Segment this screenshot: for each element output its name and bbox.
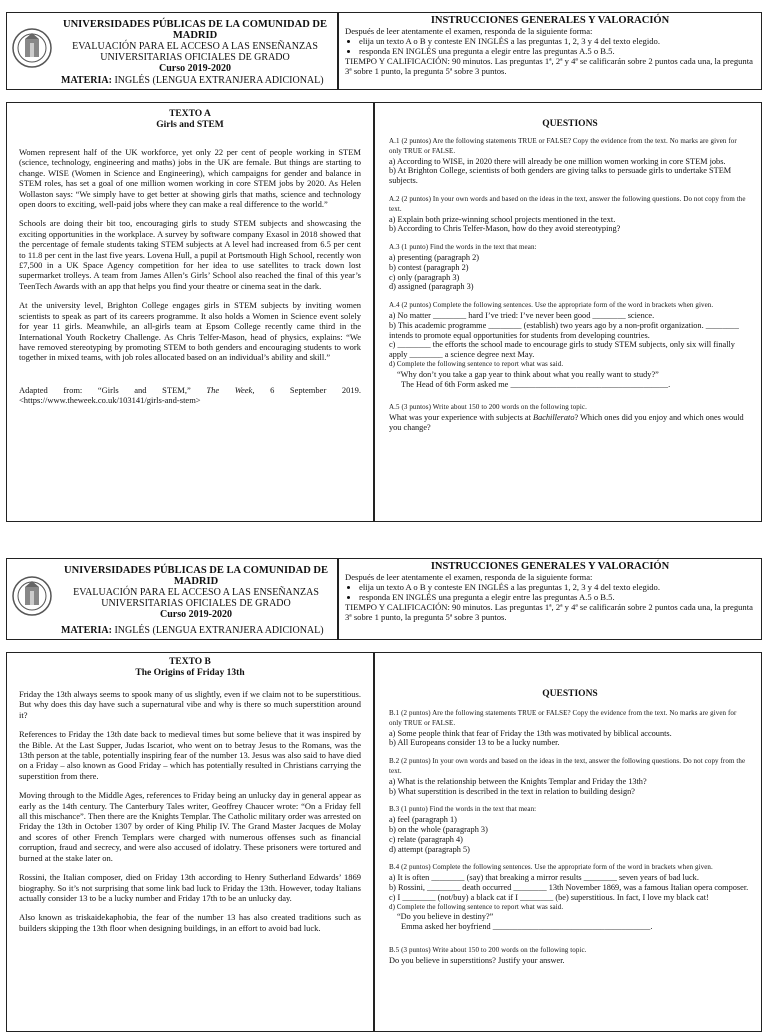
exam-a-text-box bbox=[6, 102, 374, 522]
instructions-time: TIEMPO Y CALIFICACIÓN: 90 minutos. Las preguntas 1ª, 2ª y 4ª se calificarán sobre 2 puntos cada una, la pregunta 3ª sobre 1 punto, la pregunta 5ª sobre 3 puntos. bbox=[345, 56, 753, 76]
question-4d-quote: “Why don’t you take a gap year to think about what you really want to study?” bbox=[397, 369, 659, 379]
question-3-instruction: A.3 (1 punto) Find the words in the text that mean: bbox=[389, 243, 537, 252]
text-label: TEXTO B bbox=[169, 657, 211, 667]
exam-b-text-box bbox=[6, 652, 374, 1032]
question-5-instruction: A.5 (3 puntos) Write about 150 to 200 words on the following topic. bbox=[389, 403, 587, 412]
instructions-bullet-2: • responda EN INGLÉS una pregunta a elegir entre las preguntas A.5 o B.5. bbox=[359, 592, 755, 602]
text-paragraph: Friday the 13th always seems to spook many of us slightly, even if we claim not to be superstitious. But why does this day have such a supernatural vibe and why is there so much superstition around it? bbox=[19, 689, 361, 720]
university-crest-icon bbox=[11, 21, 53, 75]
question-3-item: c) relate (paragraph 4) bbox=[389, 834, 463, 844]
text-paragraph: Schools are doing their bit too, encouraging girls to study STEM subjects and showcasing the exciting opportunities in the workplace. A survey by software company Exasol in 2018 showed that the percentage of female students taking STEM subjects at A level had increased from 6.5 per cent to 11.8 per cent in the last five years. Lovena Hull, a pupil at Portsmouth High School, recently won £7,500 in a UK Space Agency competition for her idea to use satellites to track down lost supermarket trolleys. A team from James Allen’s Girls’ School also reached the final of this year’s TeenTech Awards with an app that helps you find your theatre or cinema seat in the dark. bbox=[19, 218, 361, 291]
instructions-title: INSTRUCCIONES GENERALES Y VALORACIÓN bbox=[430, 561, 670, 572]
text-paragraph: Moving through to the Middle Ages, references to Friday being an unlucky day in general appear as early as the 14th century. The Canterbury Tales writer, Geoffrey Chaucer wrote: “On a Friday fell all this mischance”. Then there are the Knights Templar. The Catholic military order was arrested on Friday the 13th in October 1307 by order of King Philip IV. The Grand Master Jacques de Molay and scores of other French Templars were charged with numerous offenses such as financial corruption, fraud and secrecy, and were also accused of idolatry. These prisoners were tortured and burned at the stake later on. bbox=[19, 790, 361, 863]
question-4d-report: The Head of 6th Form asked me ______________________________________. bbox=[401, 379, 671, 389]
question-4d-report: Emma asked her boyfriend ______________________________________. bbox=[401, 922, 653, 932]
question-1b: b) All Europeans consider 13 to be a lucky number. bbox=[389, 738, 560, 748]
question-2-instruction: A.2 (2 puntos) In your own words and based on the ideas in the text, answer the following questions. Do not copy from the text. bbox=[389, 194, 746, 213]
header-line-1: EVALUACIÓN PARA EL ACCESO A LAS ENSEÑANZAS bbox=[72, 41, 318, 52]
question-2a: a) Explain both prize-winning school projects mentioned in the text. bbox=[389, 214, 616, 224]
exam-a-instructions-box bbox=[338, 12, 762, 90]
question-1a: a) According to WISE, in 2020 there will already be one million women working in core STEM jobs. bbox=[389, 156, 726, 166]
text-label: TEXTO A bbox=[169, 109, 211, 119]
question-5-topic: What was your experience with subjects at Bachillerato? Which ones did you enjoy and which ones would you change? bbox=[389, 413, 744, 432]
question-3-item: a) feel (paragraph 1) bbox=[389, 815, 457, 825]
instructions-bullet-1: • elija un texto A o B y conteste EN INGLÉS a las preguntas 1, 2, 3 y 4 del texto elegido. bbox=[359, 582, 755, 592]
question-3-item: d) assigned (paragraph 3) bbox=[389, 282, 474, 292]
question-4d: d) Complete the following sentence to report what was said. bbox=[389, 902, 564, 911]
question-4a: a) It is often ________ (say) that breaking a mirror results ________ seven years of bad luck. bbox=[389, 873, 699, 883]
question-4b: b) Rossini, ________ death occurred ________ 13th November 1869, was a famous Italian opera composer. bbox=[389, 882, 749, 892]
university-title: UNIVERSIDADES PÚBLICAS DE LA COMUNIDAD DE MADRID bbox=[64, 565, 328, 587]
course-year: Curso 2019-2020 bbox=[160, 609, 232, 620]
questions-title: QUESTIONS bbox=[542, 689, 598, 699]
question-1-instruction: A.1 (2 puntos) Are the following statements TRUE or FALSE? Copy the evidence from the text. No marks are given for only TRUE or FALSE. bbox=[389, 137, 737, 155]
question-4-instruction: A.4 (2 puntos) Complete the following sentences. Use the appropriate form of the word in brackets when given. bbox=[389, 301, 714, 310]
text-paragraph: Also known as triskaidekaphobia, the fear of the number 13 has also created traditions such as builders skipping the 13th floor when designing buildings, in an effort to avoid bad luck. bbox=[19, 912, 361, 933]
header-line-2: UNIVERSITARIAS OFICIALES DE GRADO bbox=[101, 598, 291, 609]
text-paragraph: References to Friday the 13th date back to medieval times but some believe that it was inspired by the Bible. At the Last Supper, Judas Iscariot, who went on to betray Jesus to the Romans, was the 13th person at the table, potentially inspiring fear of the number 13. Jesus was also said to have died on a Friday – also known as Good Friday – which has potentially resulted in Christians carrying the superstition from there. bbox=[19, 729, 361, 781]
question-3-item: c) only (paragraph 3) bbox=[389, 272, 460, 282]
materia-label: MATERIA: bbox=[61, 625, 112, 636]
question-3-item: d) attempt (paragraph 5) bbox=[389, 844, 470, 854]
text-title: Girls and STEM bbox=[156, 120, 224, 130]
header-line-2: UNIVERSITARIAS OFICIALES DE GRADO bbox=[100, 52, 290, 63]
exam-b-header-box bbox=[6, 558, 338, 640]
instructions-title: INSTRUCCIONES GENERALES Y VALORACIÓN bbox=[430, 15, 670, 26]
questions-title: QUESTIONS bbox=[542, 119, 598, 129]
text-paragraph: Rossini, the Italian composer, died on Friday 13th according to Henry Sutherland Edwards’ 1869 biography. So it’s not surprising that some link bad luck to Friday the 13th. However, today Italians actually consider 13 to be a lucky number and Friday 17th to be an unlucky day. bbox=[19, 872, 361, 903]
question-1-instruction: B.1 (2 puntos) Are the following statements TRUE or FALSE? Copy the evidence from the text. No marks are given for only TRUE or FALSE. bbox=[389, 709, 737, 727]
question-2b: b) What superstition is described in the text in relation to building design? bbox=[389, 786, 635, 796]
question-4b: b) This academic programme ________ (establish) two years ago by a non-profit organization. ________ intends to promote equal opportunities for students from developing countries. bbox=[389, 320, 739, 340]
question-1a: a) Some people think that fear of Friday the 13th was motivated by biblical accounts. bbox=[389, 728, 672, 738]
instructions-bullet-1: • elija un texto A o B y conteste EN INGLÉS a las preguntas 1, 2, 3 y 4 del texto elegido. bbox=[359, 36, 755, 46]
text-paragraph: Women represent half of the UK workforce, yet only 22 per cent of people working in STEM (science, technology, engineering and maths) jobs in the UK are female. But things are starting to change. WISE (Women in Science and Engineering), which campaigns for gender and balance in STEM roles, has set a goal of one million women working in core STEM jobs by 2020. As Helen Wollaston says: “We simply have to get better at showing girls that maths, science and technology open doors to exciting, well-paid jobs where they can make a real difference to the world.” bbox=[19, 147, 361, 210]
text-title: The Origins of Friday 13th bbox=[135, 668, 245, 678]
question-4d-quote: “Do you believe in destiny?” bbox=[397, 912, 494, 922]
question-5-topic: Do you believe in superstitions? Justify your answer. bbox=[389, 955, 565, 965]
exam-b-instructions-box bbox=[338, 558, 762, 640]
question-1b: b) At Brighton College, scientists of both genders are giving talks to persuade girls to undertake STEM subjects. bbox=[389, 166, 732, 186]
instructions-time: TIEMPO Y CALIFICACIÓN: 90 minutos. Las preguntas 1ª, 2ª y 4ª se calificarán sobre 2 puntos cada una, la pregunta 3ª sobre 1 punto, la pregunta 5ª sobre 3 puntos. bbox=[345, 602, 753, 622]
question-3-item: b) contest (paragraph 2) bbox=[389, 262, 469, 272]
materia-label: MATERIA: bbox=[61, 75, 112, 86]
exam-a-questions-box bbox=[374, 102, 762, 522]
university-crest-icon bbox=[11, 569, 53, 623]
text-paragraph: At the university level, Brighton College engages girls in STEM subjects by inviting women scientists to speak as part of its careers programme. It also holds a Women in Science event solely for year 11 girls. Meanwhile, an all-girls team at Epsom College recently came third in the International Youth Rocketry Challenge. As Chris Telfer-Mason, head of physics, explains: “We have removed stereotyping by promoting STEM to both genders and encouraging students to work together in mixed teams, with job roles allocated based on an individual’s ability and skill.” bbox=[19, 300, 361, 363]
instructions-bullet-2: • responda EN INGLÉS una pregunta a elegir entre las preguntas A.5 o B.5. bbox=[359, 46, 755, 56]
header-line-1: EVALUACIÓN PARA EL ACCESO A LAS ENSEÑANZAS bbox=[73, 587, 319, 598]
materia-value: INGLÉS (LENGUA EXTRANJERA ADICIONAL) bbox=[114, 625, 324, 636]
course-year: Curso 2019-2020 bbox=[159, 63, 231, 74]
question-5-instruction: B.5 (3 puntos) Write about 150 to 200 words on the following topic. bbox=[389, 945, 587, 954]
question-3-item: b) on the whole (paragraph 3) bbox=[389, 824, 488, 834]
text-source: Adapted from: “Girls and STEM,” The Week, 6 September 2019. <https://www.theweek.co.uk/103141/girls-and-stem> bbox=[19, 384, 362, 406]
question-2b: b) According to Chris Telfer-Mason, how do they avoid stereotyping? bbox=[389, 224, 621, 234]
question-4a: a) No matter ________ hard I’ve tried: I’ve never been good ________ science. bbox=[389, 310, 655, 320]
instructions-intro: Después de leer atentamente el examen, responda de la siguiente forma: bbox=[345, 572, 593, 582]
question-2-instruction: B.2 (2 puntos) In your own words and based on the ideas in the text, answer the following questions. Do not copy from the text. bbox=[389, 757, 746, 775]
question-3-item: a) presenting (paragraph 2) bbox=[389, 252, 480, 262]
materia-value: INGLÉS (LENGUA EXTRANJERA ADICIONAL) bbox=[114, 75, 324, 86]
university-title: UNIVERSIDADES PÚBLICAS DE LA COMUNIDAD DE MADRID bbox=[63, 19, 327, 41]
question-2a: a) What is the relationship between the Knights Templar and Friday the 13th? bbox=[389, 776, 647, 786]
question-4-instruction: B.4 (2 puntos) Complete the following sentences. Use the appropriate form of the word in brackets when given. bbox=[389, 863, 713, 872]
exam-a-header-box bbox=[6, 12, 338, 90]
question-3-instruction: B.3 (1 punto) Find the words in the text that mean: bbox=[389, 805, 537, 814]
question-4d: d) Complete the following sentence to report what was said. bbox=[389, 359, 564, 368]
question-4c: c) ________ the efforts the school made to encourage girls to study STEM subjects, only six will finally apply ________ a science degree next May. bbox=[389, 340, 735, 360]
question-4c: c) I ________ (not/buy) a black cat if I ________ (be) superstitious. In fact, I love my black cat! bbox=[389, 892, 709, 902]
instructions-intro: Después de leer atentamente el examen, responda de la siguiente forma: bbox=[345, 26, 593, 36]
exam-b-questions-box bbox=[374, 652, 762, 1032]
